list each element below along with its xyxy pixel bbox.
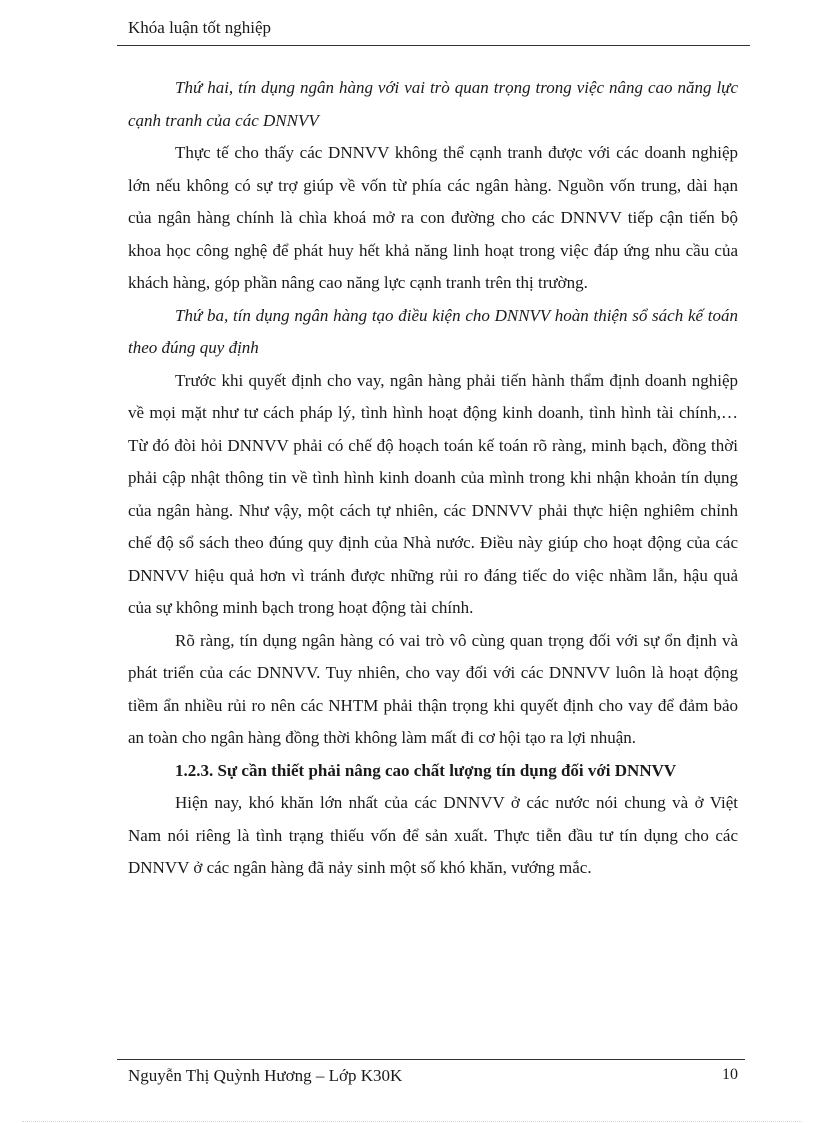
paragraph-italic-heading: Thứ ba, tín dụng ngân hàng tạo điều kiện cho DNNVV hoàn thiện sổ sách kế toán theo đúng quy định bbox=[128, 305, 738, 357]
page-bottom-edge bbox=[22, 1121, 802, 1122]
page-number: 10 bbox=[722, 1066, 738, 1083]
document-body bbox=[128, 72, 738, 885]
paragraph-italic-heading: Thứ hai, tín dụng ngân hàng với vai trò quan trọng trong việc nâng cao năng lực cạnh tranh của các DNNVV bbox=[128, 78, 738, 130]
paragraph: Thực tế cho thấy các DNNVV không thể cạnh tranh được với các doanh nghiệp lớn nếu không có sự trợ giúp về vốn từ phía các ngân hàng. Nguồn vốn trung, dài hạn của ngân hàng chính là chìa khoá mở ra con đường cho các DNNVV tiếp cận tiến bộ khoa học công nghệ để phát huy hết khả năng linh hoạt trong việc đáp ứng nhu cầu của khách hàng, góp phần nâng cao năng lực cạnh tranh trên thị trường. bbox=[128, 143, 738, 292]
header-title: Khóa luận tốt nghiệp bbox=[128, 18, 272, 37]
paragraph: Trước khi quyết định cho vay, ngân hàng phải tiến hành thẩm định doanh nghiệp về mọi mặt như tư cách pháp lý, tình hình hoạt động kinh doanh, tình hình tài chính,… Từ đó đòi hỏi DNNVV phải có chế độ hoạch toán kế toán rõ ràng, minh bạch, đồng thời phải cập nhật thông tin về tình hình kinh doanh của mình trong khi nhận khoản tín dụng của ngân hàng. Như vậy, một cách tự nhiên, các DNNVV phải thực hiện nghiêm chỉnh chế độ sổ sách theo đúng quy định của Nhà nước. Điều này giúp cho hoạt động của các DNNVV hiệu quả hơn vì tránh được những rủi ro đáng tiếc do việc nhầm lẫn, hậu quả của sự không minh bạch trong hoạt động tài chính. bbox=[128, 370, 738, 617]
footer-divider bbox=[117, 1059, 745, 1060]
paragraph: Hiện nay, khó khăn lớn nhất của các DNNVV ở các nước nói chung và ở Việt Nam nói riêng là tình trạng thiếu vốn để sản xuất. Thực tiễn đầu tư tín dụng cho các DNNVV ở các ngân hàng đã nảy sinh một số khó khăn, vướng mắc. bbox=[128, 793, 738, 877]
header-divider bbox=[117, 45, 750, 46]
section-heading: 1.2.3. Sự cần thiết phải nâng cao chất lượng tín dụng đối với DNNVV bbox=[175, 760, 677, 780]
paragraph: Rõ ràng, tín dụng ngân hàng có vai trò vô cùng quan trọng đối với sự ổn định và phát triển của các DNNVV. Tuy nhiên, cho vay đối với các DNNVV luôn là hoạt động tiềm ẩn nhiều rủi ro nên các NHTM phải thận trọng khi quyết định cho vay để đảm bảo an toàn cho ngân hàng đồng thời không làm mất đi cơ hội tạo ra lợi nhuận. bbox=[128, 630, 738, 747]
footer-author: Nguyễn Thị Quỳnh Hương – Lớp K30K bbox=[128, 1066, 403, 1085]
